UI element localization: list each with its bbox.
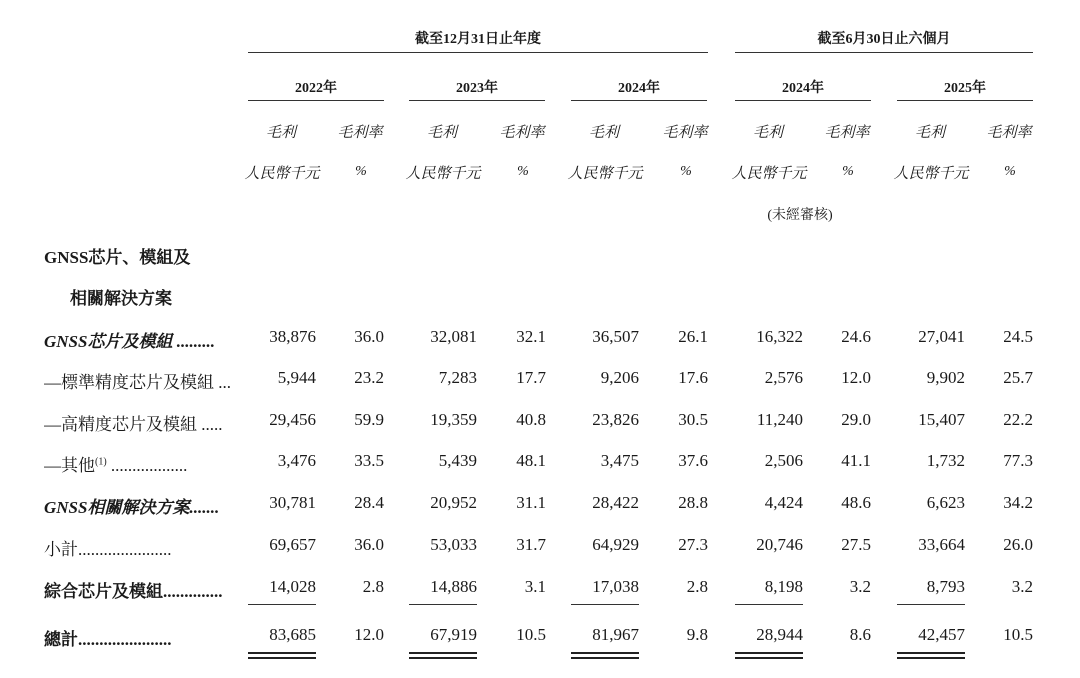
- cell-gross-profit: 1,732: [926, 451, 965, 470]
- cell-gross-profit: 15,407: [918, 410, 965, 429]
- cell-margin: 33.5: [354, 451, 384, 470]
- cell-gross-profit: 5,439: [438, 451, 477, 470]
- cell-gross-profit: 16,322: [756, 327, 803, 346]
- subtotal-rule: [735, 604, 803, 605]
- row-label-others-text: —其他: [44, 456, 95, 475]
- row-label-standard-precision: —標準精度芯片及模組 ...: [44, 373, 231, 392]
- cell-margin: 10.5: [1003, 625, 1033, 644]
- cell-margin: 32.1: [516, 327, 546, 346]
- cell-gross-profit: 2,506: [764, 451, 803, 470]
- total-double-rule: [735, 652, 803, 654]
- cell-gross-profit: 81,967: [592, 625, 639, 644]
- row-label-others-dots: ..................: [106, 456, 188, 475]
- cell-margin: 12.0: [841, 368, 871, 387]
- unit-currency: 人民幣千元: [731, 166, 807, 182]
- subtotal-rule: [248, 604, 316, 605]
- cell-gross-profit: 28,944: [756, 625, 803, 644]
- cell-gross-profit: 19,359: [430, 410, 477, 429]
- cell-gross-profit: 67,919: [430, 625, 477, 644]
- cell-gross-profit: 20,952: [430, 493, 477, 512]
- total-double-rule: [409, 657, 477, 659]
- subheader-gross-profit: 毛利: [426, 125, 457, 141]
- cell-gross-profit: 64,929: [592, 535, 639, 554]
- cell-gross-profit: 69,657: [269, 535, 316, 554]
- cell-margin: 17.7: [516, 368, 546, 387]
- cell-gross-profit: 83,685: [269, 625, 316, 644]
- unit-percent: %: [842, 164, 854, 179]
- cell-gross-profit: 27,041: [918, 327, 965, 346]
- cell-gross-profit: 32,081: [430, 327, 477, 346]
- unit-percent: %: [517, 164, 529, 179]
- cell-gross-profit: 33,664: [918, 535, 965, 554]
- row-label-integrated-chips: 綜合芯片及模組..............: [44, 582, 223, 601]
- cell-margin: 27.5: [841, 535, 871, 554]
- cell-margin: 10.5: [516, 625, 546, 644]
- unit-currency: 人民幣千元: [244, 166, 320, 182]
- cell-margin: 3.1: [524, 577, 546, 596]
- unit-percent: %: [1004, 164, 1016, 179]
- year-rule-2023: [409, 100, 545, 101]
- cell-gross-profit: 23,826: [592, 410, 639, 429]
- total-double-rule: [248, 652, 316, 654]
- year-rule-2024-h1: [735, 100, 871, 101]
- unit-percent: %: [355, 164, 367, 179]
- footnote-ref: (1): [95, 456, 107, 468]
- section-title-line1: GNSS芯片、模組及: [44, 248, 191, 267]
- total-double-rule: [409, 652, 477, 654]
- cell-margin: 48.1: [516, 451, 546, 470]
- cell-margin: 9.8: [686, 625, 708, 644]
- group-rule-interim: [735, 52, 1033, 53]
- cell-gross-profit: 5,944: [277, 368, 316, 387]
- unit-percent: %: [680, 164, 692, 179]
- subtotal-rule: [897, 604, 965, 605]
- cell-margin: 34.2: [1003, 493, 1033, 512]
- cell-gross-profit: 29,456: [269, 410, 316, 429]
- subheader-gross-profit: 毛利: [914, 125, 945, 141]
- cell-gross-profit: 3,476: [277, 451, 316, 470]
- cell-margin: 36.0: [354, 327, 384, 346]
- cell-margin: 29.0: [841, 410, 871, 429]
- unit-currency: 人民幣千元: [567, 166, 643, 182]
- cell-gross-profit: 4,424: [764, 493, 803, 512]
- cell-gross-profit: 42,457: [918, 625, 965, 644]
- total-double-rule: [897, 652, 965, 654]
- row-label-gnss-solutions: GNSS相關解決方案.......: [44, 498, 220, 517]
- cell-margin: 77.3: [1003, 451, 1033, 470]
- cell-margin: 22.2: [1003, 410, 1033, 429]
- cell-margin: 23.2: [354, 368, 384, 387]
- row-label-total: 總計......................: [44, 630, 172, 649]
- cell-gross-profit: 8,793: [926, 577, 965, 596]
- cell-margin: 37.6: [678, 451, 708, 470]
- cell-margin: 28.8: [678, 493, 708, 512]
- cell-margin: 2.8: [686, 577, 708, 596]
- cell-gross-profit: 9,206: [600, 368, 639, 387]
- cell-margin: 24.6: [841, 327, 871, 346]
- total-double-rule: [571, 652, 639, 654]
- cell-margin: 30.5: [678, 410, 708, 429]
- cell-margin: 28.4: [354, 493, 384, 512]
- cell-margin: 2.8: [362, 577, 384, 596]
- subtotal-rule: [409, 604, 477, 605]
- row-label-gnss-chips-modules: GNSS芯片及模組 .........: [44, 332, 215, 351]
- cell-margin: 26.0: [1003, 535, 1033, 554]
- cell-margin: 31.1: [516, 493, 546, 512]
- unit-currency: 人民幣千元: [893, 166, 969, 182]
- cell-gross-profit: 3,475: [600, 451, 639, 470]
- year-header-2022: 2022年: [295, 81, 337, 96]
- cell-margin: 59.9: [354, 410, 384, 429]
- total-double-rule: [735, 657, 803, 659]
- group-rule-annual: [248, 52, 708, 53]
- group-header-interim: 截至6月30日止六個月: [817, 32, 951, 47]
- subheader-gross-profit: 毛利: [588, 125, 619, 141]
- subheader-margin: 毛利率: [499, 125, 545, 141]
- cell-margin: 48.6: [841, 493, 871, 512]
- cell-margin: 3.2: [849, 577, 871, 596]
- cell-margin: 41.1: [841, 451, 871, 470]
- cell-gross-profit: 20,746: [756, 535, 803, 554]
- unaudited-note: (未經審核): [767, 208, 833, 223]
- cell-gross-profit: 7,283: [438, 368, 477, 387]
- subheader-gross-profit: 毛利: [265, 125, 296, 141]
- total-double-rule: [897, 657, 965, 659]
- row-label-others: [44, 451, 234, 476]
- year-header-2024-h1: 2024年: [782, 81, 824, 96]
- cell-gross-profit: 11,240: [756, 410, 803, 429]
- cell-gross-profit: 14,886: [430, 577, 477, 596]
- row-label-high-precision: —高精度芯片及模組 .....: [44, 415, 223, 434]
- year-rule-2024: [571, 100, 707, 101]
- cell-gross-profit: 38,876: [269, 327, 316, 346]
- cell-margin: 12.0: [354, 625, 384, 644]
- cell-margin: 40.8: [516, 410, 546, 429]
- cell-gross-profit: 6,623: [926, 493, 965, 512]
- unit-currency: 人民幣千元: [405, 166, 481, 182]
- cell-margin: 24.5: [1003, 327, 1033, 346]
- cell-gross-profit: 17,038: [592, 577, 639, 596]
- section-title-line2: 相關解決方案: [70, 289, 172, 308]
- year-rule-2022: [248, 100, 384, 101]
- year-header-2024: 2024年: [618, 81, 660, 96]
- row-label-subtotal: 小計......................: [44, 540, 172, 559]
- total-double-rule: [248, 657, 316, 659]
- cell-gross-profit: 8,198: [764, 577, 803, 596]
- subheader-margin: 毛利率: [986, 125, 1032, 141]
- year-header-2025-h1: 2025年: [944, 81, 986, 96]
- group-header-annual: 截至12月31日止年度: [415, 32, 541, 47]
- subheader-margin: 毛利率: [337, 125, 383, 141]
- year-rule-2025-h1: [897, 100, 1033, 101]
- cell-gross-profit: 14,028: [269, 577, 316, 596]
- cell-margin: 27.3: [678, 535, 708, 554]
- subheader-margin: 毛利率: [824, 125, 870, 141]
- cell-margin: 3.2: [1011, 577, 1033, 596]
- subtotal-rule: [571, 604, 639, 605]
- year-header-2023: 2023年: [456, 81, 498, 96]
- cell-gross-profit: 53,033: [430, 535, 477, 554]
- cell-gross-profit: 36,507: [592, 327, 639, 346]
- cell-margin: 25.7: [1003, 368, 1033, 387]
- cell-gross-profit: 28,422: [592, 493, 639, 512]
- cell-margin: 8.6: [849, 625, 871, 644]
- cell-gross-profit: 30,781: [269, 493, 316, 512]
- cell-margin: 17.6: [678, 368, 708, 387]
- cell-margin: 31.7: [516, 535, 546, 554]
- cell-gross-profit: 2,576: [764, 368, 803, 387]
- subheader-gross-profit: 毛利: [752, 125, 783, 141]
- cell-margin: 36.0: [354, 535, 384, 554]
- total-double-rule: [571, 657, 639, 659]
- subheader-margin: 毛利率: [662, 125, 708, 141]
- cell-margin: 26.1: [678, 327, 708, 346]
- cell-gross-profit: 9,902: [926, 368, 965, 387]
